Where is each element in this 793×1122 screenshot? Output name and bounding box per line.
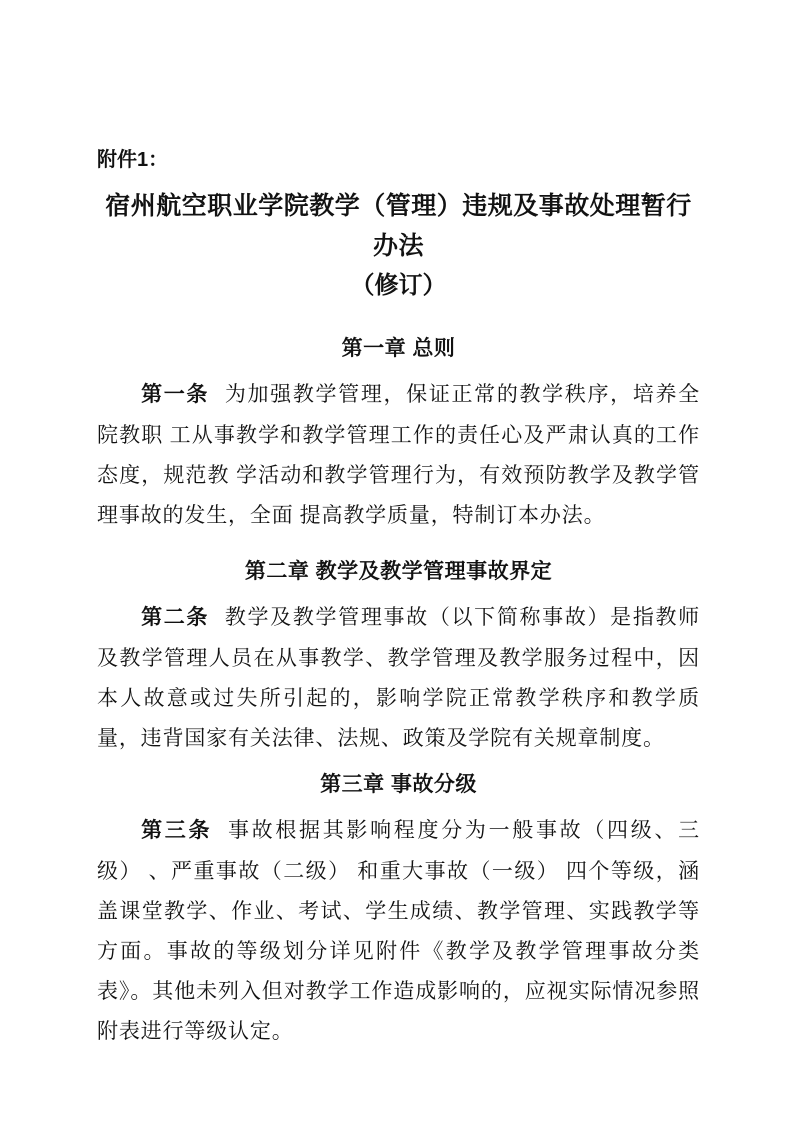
article-1-lead: 第一条 — [141, 383, 210, 406]
chapter-3-paragraph — [97, 810, 700, 1051]
chapter-2-heading: 第二章 教学及教学管理事故界定 — [244, 560, 553, 583]
article-1-text: 为加强教学管理，保证正常的教学秩序，培养全院教职 工从事教学和教学管理工作的责任心及严肃认真的工作态度，规范教 学活动和教学管理行为，有效预防教学及教学管理事故的发生，全面 提高教学质量，特制订本办法。 — [97, 382, 700, 527]
article-2-text: 教学及教学管理事故（以下简称事故）是指教师及教学管理人员在从事教学、教学管理及教学服务过程中，因本人故意或过失所引起的，影响学院正常教学秩序和教学质量，违背国家有关法律、法规、政策及学院有关规章制度。 — [97, 605, 700, 750]
article-3-text: 事故根据其影响程度分为一般事故（四级、三级） 、严重事故（二级） 和重大事故（一级） 四个等级，涵盖课堂教学、作业、考试、学生成绩、教学管理、实践教学等方面。事故的等级划分详见附件《教学及教学管理事故分类表》。其他未列入但对教学工作造成影响的，应视实际情况参照附表进行等级认定。 — [97, 818, 700, 1043]
document-subtitle: （修订） — [350, 272, 447, 299]
section-chapter-3 — [97, 768, 700, 1051]
chapter-1-paragraph — [97, 374, 700, 535]
article-2-lead: 第二条 — [141, 606, 210, 629]
attachment-label: 附件1： — [97, 149, 169, 171]
chapter-2-paragraph — [97, 597, 700, 758]
article-3-lead: 第三条 — [141, 819, 213, 842]
chapter-3-heading: 第三章 事故分级 — [320, 773, 477, 796]
chapter-1-heading: 第一章 总则 — [341, 337, 456, 360]
document-title: 宿州航空职业学院教学（管理）违规及事故处理暂行办法 — [105, 192, 692, 260]
section-chapter-1 — [97, 332, 700, 535]
section-chapter-2 — [97, 555, 700, 758]
